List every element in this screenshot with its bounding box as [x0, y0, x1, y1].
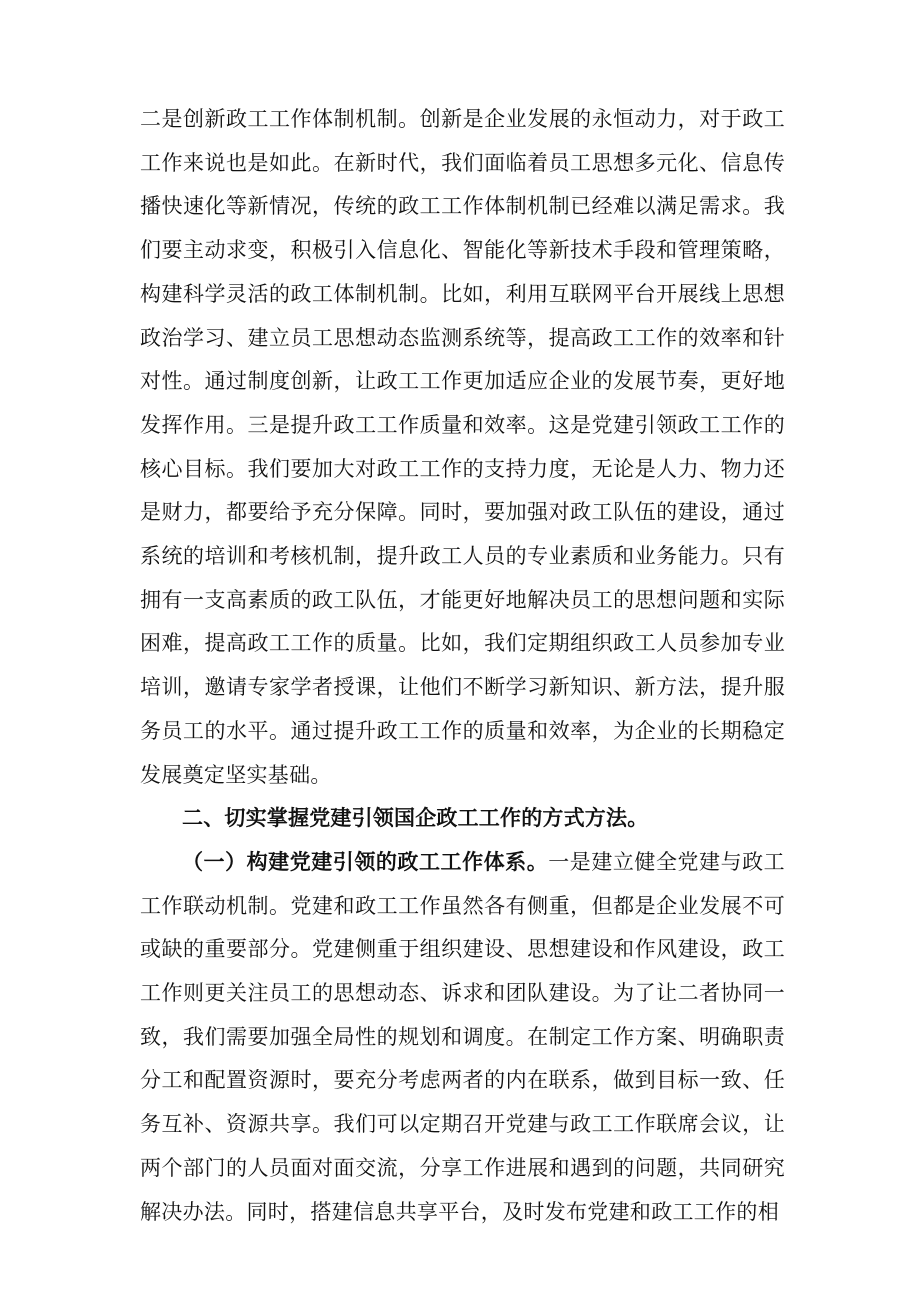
subsection-body-text: 一是建立健全党建与政工工作联动机制。党建和政工工作虽然各有侧重，但都是企业发展不可或缺的重要部分。党建侧重于组织建设、思想建设和作风建设，政工工作则更关注员工的思想动态、诉求和团队建设。为了让二者协同一致，我们需要加强全局性的规划和调度。在制定工作方案、明确职责分工和配置资源时，要充分考虑两者的内在联系，做到目标一致、任务互补、资源共享。我们可以定期召开党建与政工工作联席会议，让两个部门的人员面对面交流，分享工作进展和遇到的问题，共同研究解决办法。同时，搭建信息共享平台，及时发布党建和政工工作的相 — [140, 849, 785, 1224]
document-page — [140, 98, 785, 1234]
body-paragraph: 二是创新政工工作体制机制。创新是企业发展的永恒动力，对于政工工作来说也是如此。在新时代，我们面临着员工思想多元化、信息传播快速化等新情况，传统的政工工作体制机制已经难以满足需求。我们要主动求变，积极引入信息化、智能化等新技术手段和管理策略，构建科学灵活的政工体制机制。比如，利用互联网平台开展线上思想政治学习、建立员工思想动态监测系统等，提高政工工作的效率和针对性。通过制度创新，让政工工作更加适应企业的发展节奏，更好地发挥作用。三是提升政工工作质量和效率。这是党建引领政工工作的核心目标。我们要加大对政工工作的支持力度，无论是人力、物力还是财力，都要给予充分保障。同时，要加强对政工队伍的建设，通过系统的培训和考核机制，提升政工人员的专业素质和业务能力。只有拥有一支高素质的政工队伍，才能更好地解决员工的思想问题和实际困难，提高政工工作的质量。比如，我们定期组织政工人员参加专业培训，邀请专家学者授课，让他们不断学习新知识、新方法，提升服务员工的水平。通过提升政工工作的质量和效率，为企业的长期稳定发展奠定坚实基础。 — [140, 107, 785, 787]
section-heading: 二、切实掌握党建引领国企政工工作的方式方法。 — [182, 806, 649, 831]
body-paragraph-subsection — [140, 841, 785, 1234]
subsection-heading: （一）构建党建引领的政工工作体系。 — [182, 849, 549, 874]
